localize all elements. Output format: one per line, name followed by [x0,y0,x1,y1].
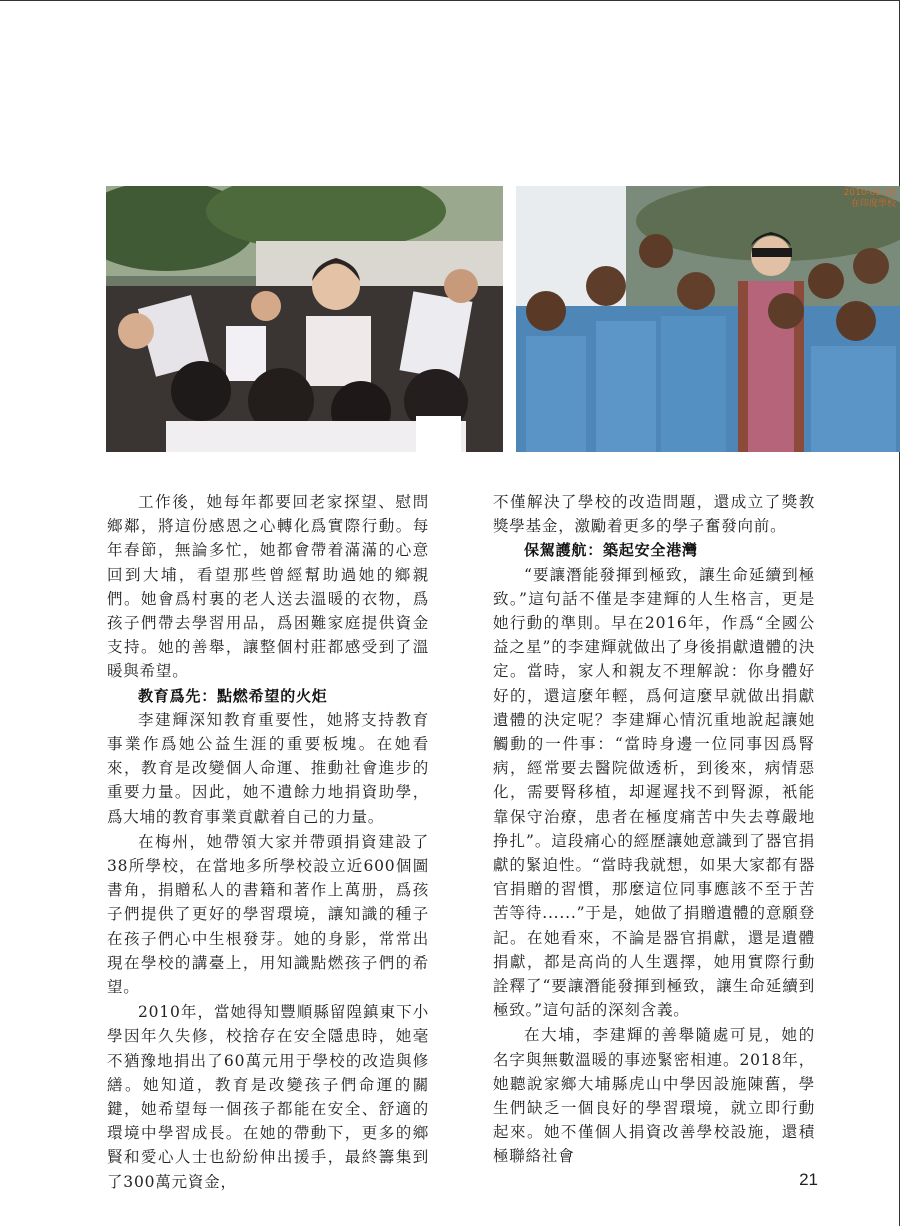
section-heading: 教育爲先：點燃希望的火炬 [138,686,328,705]
article-column-right [493,490,815,1169]
paragraph: “要讓潛能發揮到極致，讓生命延續到極致。”這句話不僅是李建輝的人生格言，更是她行動的準則。早在2016年，作爲“全國公益之星”的李建輝就做出了身後捐獻遺體的決定。當時，家人和親友不理解說：你身體好好的，還這麼年輕，爲何這麼早就做出捐獻遺體的決定呢？李建輝心情沉重地說起讓她觸動的一件事：“當時身邊一位同事因爲腎病，經常要去醫院做透析，到後來，病情惡化，需要腎移植，却遲遲找不到腎源，衹能靠保守治療，患者在極度痛苦中失去尊嚴地挣扎”。這段痛心的經歷讓她意識到了器官捐獻的緊迫性。“當時我就想，如果大家都有器官捐贈的習慣，那麼這位同事應該不至于苦苦等待......”于是，她做了捐贈遺體的意願登記。在她看來，不論是器官捐獻，還是遺體捐獻，都是高尚的人生選擇，她用實際行動詮釋了“要讓潛能發揮到極致，讓生命延續到極致。”這句話的深刻含義。 [493,565,815,1020]
paragraph: 不僅解決了學校的改造問題，還成立了獎教獎學基金，激勵着更多的學子奮發向前。 [493,493,815,536]
photo-date-stamp: 2010-02-20 在印度學校 [843,188,896,209]
section-heading: 保駕護航：築起安全港灣 [524,541,698,560]
article-column-left [107,490,429,1194]
paragraph: 2010年，當她得知豐順縣留隍鎮東下小學因年久失修，校捨存在安全隱患時，她毫不猶豫地捐出了60萬元用于學校的改造與修繕。她知道，教育是改變孩子們命運的關鍵，她希望每一個孩子都能在安全、舒適的環境中學習成長。在她的帶動下，更多的鄉賢和愛心人士也紛紛伸出援手，最終籌集到了300萬元資金， [107,1003,429,1191]
paragraph: 工作後，她每年都要回老家探望、慰問鄉鄰，將這份感恩之心轉化爲實際行動。每年春節，無論多忙，她都會帶着滿滿的心意回到大埔，看望那些曾經幫助過她的鄉親們。她會爲村裏的老人送去溫暖的衣物，爲孩子們帶去學習用品，爲困難家庭提供資金支持。她的善舉，讓整個村莊都感受到了溫暖與希望。 [107,493,429,681]
paragraph: 在梅州，她帶領大家并帶頭捐資建設了38所學校，在當地多所學校設立近600個圖書角，捐贈私人的書籍和著作上萬册，爲孩子們提供了更好的學習環境，讓知識的種子在孩子們心中生根發芽。她的身影，常常出現在學校的講臺上，用知識點燃孩子們的希望。 [107,832,429,997]
page-number: 21 [799,1170,818,1189]
paragraph: 在大埔，李建輝的善舉隨處可見，她的名字與無數溫暖的事迹緊密相連。2018年，她聽說家鄉大埔縣虎山中學因設施陳舊，學生們缺乏一個良好的學習環境，就立即行動起來。她不僅個人捐資改善學校設施，還積極聯絡社會 [493,1026,815,1166]
photo-students-crowd [106,186,503,452]
photo-blue-uniform-students [516,186,900,452]
paragraph: 李建輝深知教育重要性，她將支持教育事業作爲她公益生涯的重要板塊。在她看來，教育是改變個人命運、推動社會進步的重要力量。因此，她不遺餘力地捐資助學，爲大埔的教育事業貢獻着自己的力量。 [107,710,429,826]
page-border-top [0,0,900,1]
